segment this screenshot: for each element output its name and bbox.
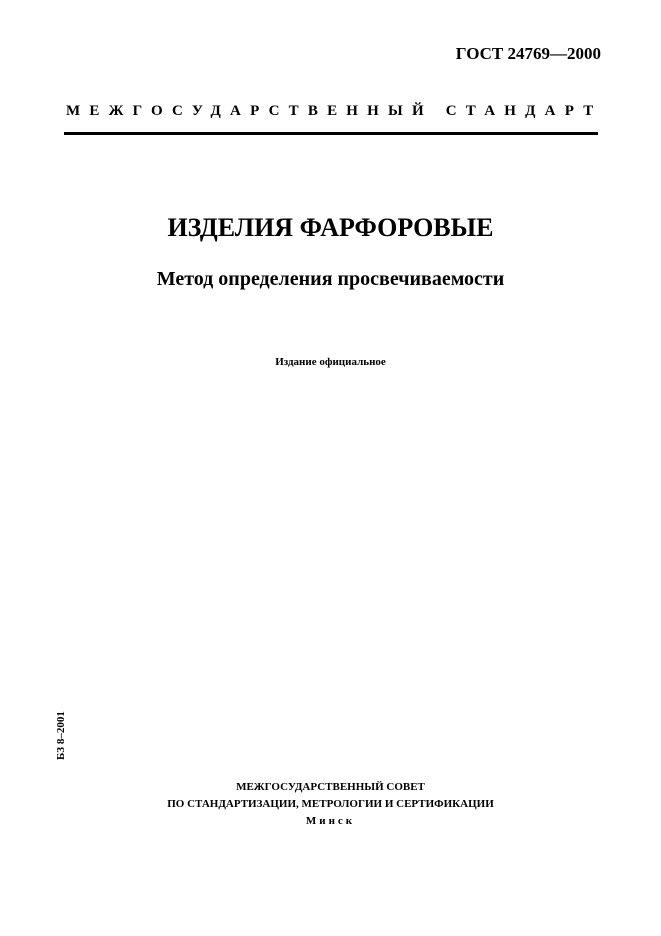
- document-title: ИЗДЕЛИЯ ФАРФОРОВЫЕ: [167, 213, 494, 242]
- publisher-city: Минск: [305, 815, 356, 827]
- publisher-block: [0, 779, 661, 830]
- header-divider: [64, 132, 598, 135]
- standard-type-heading: МЕЖГОСУДАРСТВЕННЫЙ СТАНДАРТ: [66, 103, 603, 119]
- publisher-line-2: ПО СТАНДАРТИЗАЦИИ, МЕТРОЛОГИИ И СЕРТИФИКАЦИИ: [167, 798, 494, 810]
- gost-number: ГОСТ 24769—2000: [455, 44, 601, 63]
- publisher-line-1: МЕЖГОСУДАРСТВЕННЫЙ СОВЕТ: [236, 781, 425, 793]
- edition-note: Издание официальное: [275, 356, 386, 368]
- side-code: БЗ 8–2001: [55, 711, 67, 760]
- document-subtitle: Метод определения просвечиваемости: [156, 268, 505, 290]
